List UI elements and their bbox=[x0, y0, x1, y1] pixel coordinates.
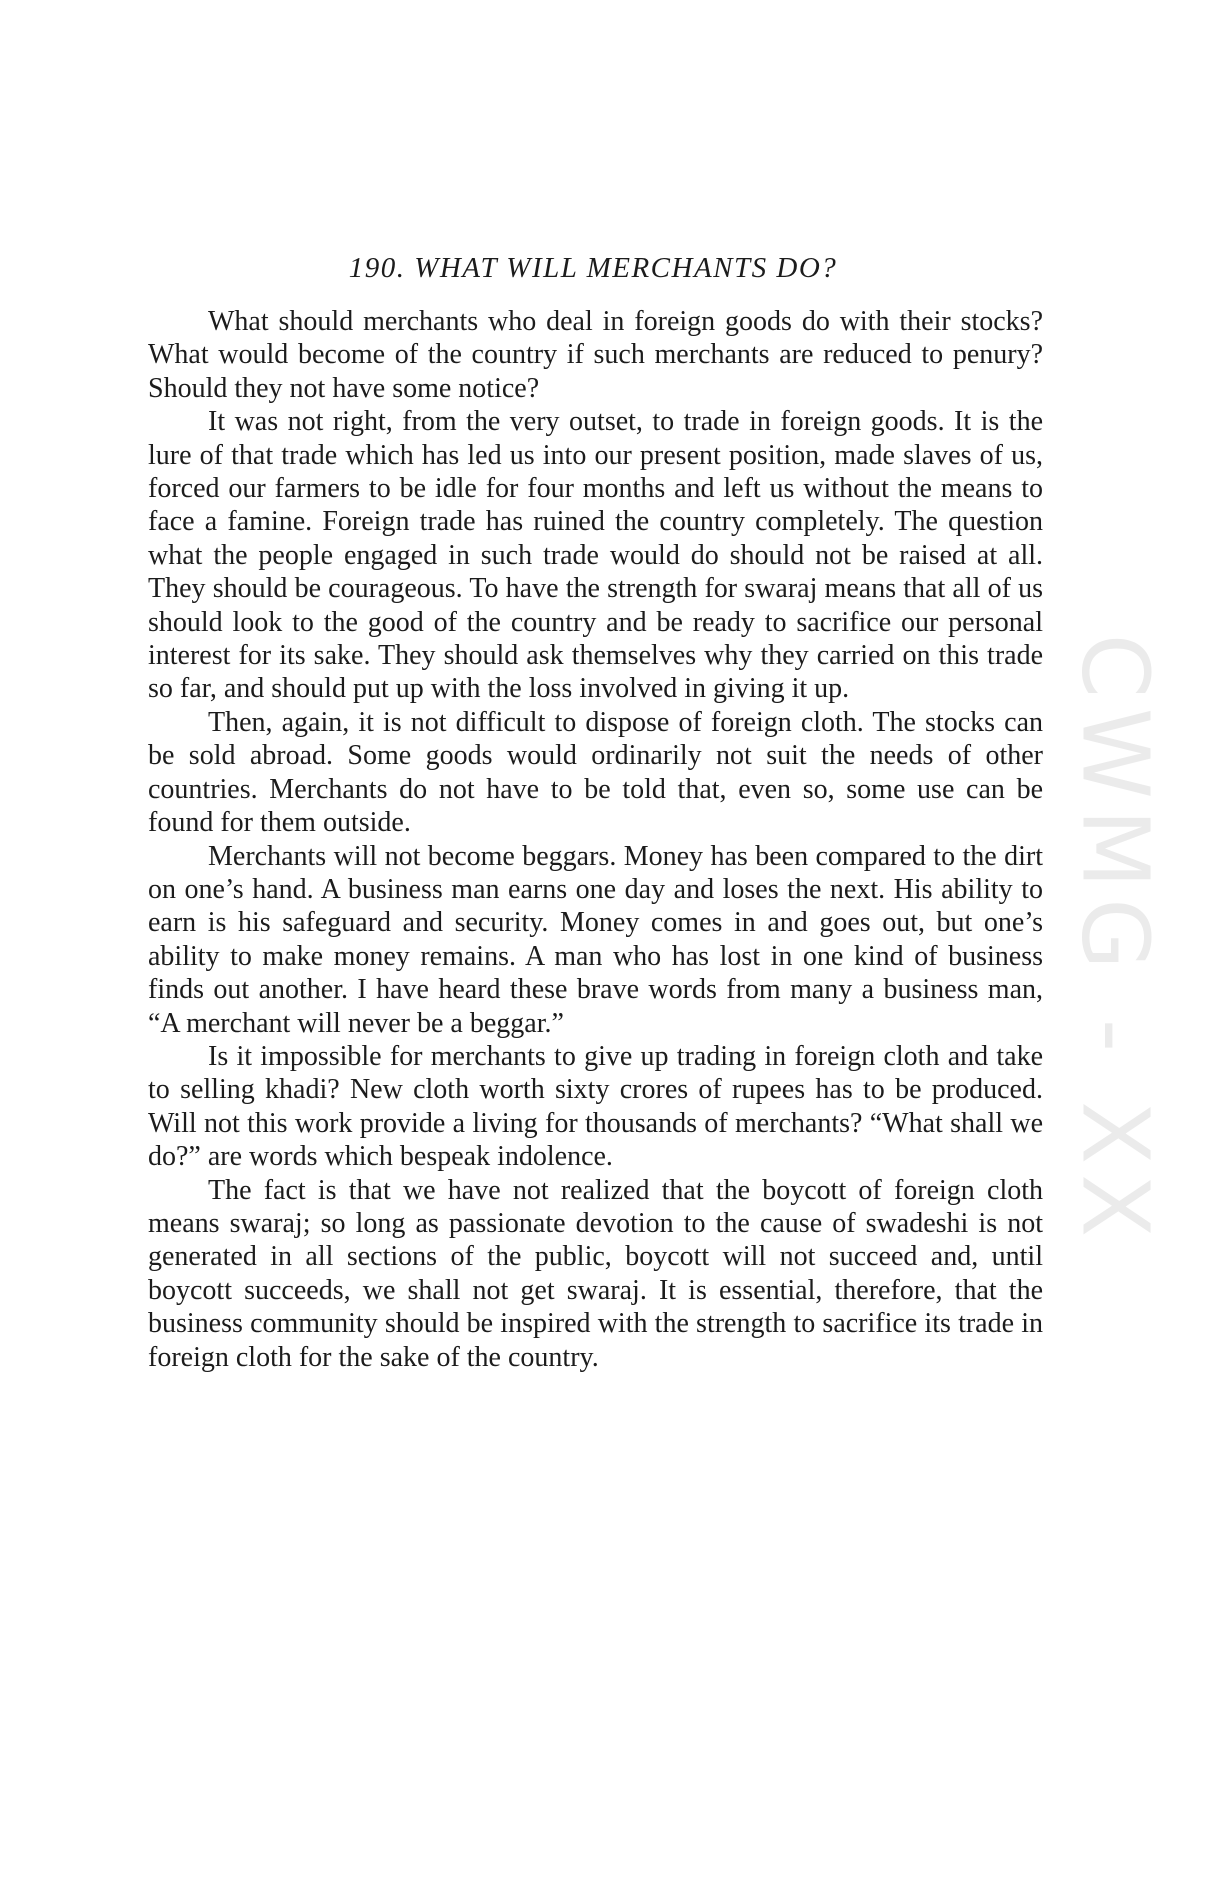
watermark bbox=[1060, 520, 1170, 1360]
section-heading: 190. WHAT WILL MERCHANTS DO? bbox=[348, 252, 838, 284]
paragraph-5: Is it impossible for merchants to give up trading in foreign cloth and take to selling khadi? New cloth worth sixty crores of rupees has to be produced. Will not this work provide a living for thousands of merchants? “What shall we do?” are words which bespeak indolence. bbox=[148, 1040, 1043, 1173]
body-text bbox=[148, 305, 1043, 1374]
paragraph-4: Merchants will not become beggars. Money has been compared to the dirt on one’s hand. A business man earns one day and loses the next. His ability to earn is his safeguard and security. Money comes in and goes out, but one’s ability to make money remains. A man who has lost in one kind of business finds out another. I have heard these brave words from many a business man, “A merchant will never be a beggar.” bbox=[148, 840, 1043, 1039]
paragraph-3: Then, again, it is not difficult to dispose of foreign cloth. The stocks can be sold abroad. Some goods would ordinarily not suit the needs of other countries. Merchants do not have to be told that, even so, some use can be found for them outside. bbox=[148, 706, 1043, 839]
paragraph-6: The fact is that we have not realized that the boycott of foreign cloth means swaraj; so long as passionate devotion to the cause of swadeshi is not generated in all sections of the public, boycott will not succeed and, until boycott succeeds, we shall not get swaraj. It is essential, therefore, that the business community should be inspired with the strength to sacrifice its trade in foreign cloth for the sake of the country. bbox=[148, 1174, 1043, 1373]
watermark-text: CWMG - XX bbox=[1061, 633, 1169, 1247]
paragraph-1: What should merchants who deal in foreign goods do with their stocks? What would become of the country if such merchants are reduced to penury? Should they not have some notice? bbox=[148, 306, 1043, 404]
paragraph-2: It was not right, from the very outset, to trade in foreign goods. It is the lure of that trade which has led us into our present position, made slaves of us, forced our farmers to be idle for four months and left us without the means to face a famine. Foreign trade has ruined the country completely. The question what the people engaged in such trade would do should not be raised at all. They should be courageous. To have the strength for swaraj means that all of us should look to the good of the country and be ready to sacrifice our personal interest for its sake. They should ask themselves why they carried on this trade so far, and should put up with the loss involved in giving it up. bbox=[148, 406, 1043, 705]
